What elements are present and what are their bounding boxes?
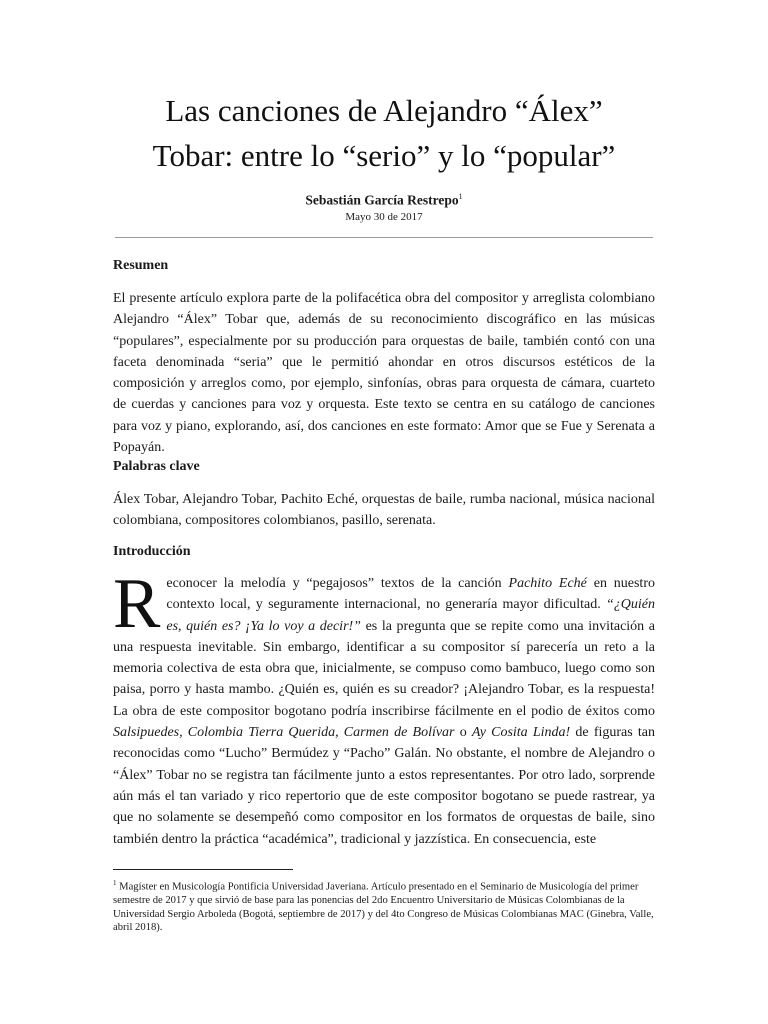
abstract-text: El presente artículo explora parte de la polifacética obra del compositor y arreglista colombiano Alejandro “Álex” Tobar que, además de su reconocimiento discográfico en las músicas “populares”, especialmente por su producción para orquestas de baile, también contó con una faceta denominada “seria” que le permitió ahondar en otros discursos estéticos de la composición y arreglos como, por ejemplo, sinfonías, obras para orquesta de cámara, cuarteto de cuerdas y canciones para voz y orquesta. Este texto se centra en su catálogo de canciones para voz y piano, explorando, así, dos canciones en este formato: Amor que se Fue y Serenata a Popayán. <box>113 291 655 456</box>
introduction-text <box>113 565 656 850</box>
keywords-text: Álex Tobar, Alejandro Tobar, Pachito Eché, orquestas de baile, rumba nacional, música nacional colombiana, compositores colombianos, pasillo, serenata. <box>113 492 655 529</box>
footnote-divider <box>113 869 293 870</box>
intro-segment: econocer la melodía y “pegajosos” textos de la canción <box>166 576 509 591</box>
footnote <box>113 877 658 935</box>
intro-segment: de figuras tan reconocidas como “Lucho” Bermúdez y “Pacho” Galán. No obstante, el nombre de Alejandro o “Álex” Tobar no se registra tan fácilmente junto a estos representantes. Por otro lado, sorprende aún más el tan variado y rico repertorio que de este compositor bogotano se puede rastrear, ya que no solamente se desempeñó como compositor en los formatos de orquestas de baile, sino también dentro la práctica “académica”, tradicional y jazzística. En consecuencia, este <box>113 725 656 847</box>
keywords-heading: Palabras clave <box>113 459 200 474</box>
intro-italic-song-2: Ay Cosita Linda! <box>471 725 571 741</box>
footnote-marker: 1 <box>113 879 117 887</box>
intro-segment: o <box>454 725 472 741</box>
footnote-text: Magíster en Musicología Pontificia Universidad Javeriana. Artículo presentado en el Seminario de Musicología del primer semestre de 2017 y que sirvió de base para las ponencias del 2do Encuentro Universitario de Músicas Colombianas de la Universidad Sergio Arboleda (Bogotá, septiembre de 2017) y del 4to Congreso de Músicas Colombianas MAC (Ginebra, Valle, abril 2018). <box>113 881 654 934</box>
title-line-2: Tobar: entre lo “serio” y lo “popular” <box>152 138 616 173</box>
footnote-ref: 1 <box>458 192 463 201</box>
intro-italic-quote: “¿Quién es, quién es? ¡Ya lo voy a decir!” <box>166 597 655 634</box>
intro-segment: es la pregunta que se repite como una invitación a una respuesta inevitable. Sin embargo, identificar a su compositor sí parecería un reto a la memoria colectiva de esta obra que, inicialmente, se compuso como bambuco, luego como son paisa, porro y hasta mambo. ¿Quién es, quién es su creador? ¡Alejandro Tobar, es la respuesta! La obra de este compositor bogotano podría inscribirse fácilmente en el podio de éxitos como <box>113 618 655 719</box>
publication-date: Mayo 30 de 2017 <box>345 211 423 223</box>
intro-segment: en nuestro contexto local, y seguramente internacional, no generaría mayor dificultad. <box>166 576 655 613</box>
intro-italic-songs: Salsipuedes, Colombia Tierra Querida, Carmen de Bolívar <box>113 725 455 741</box>
introduction-heading: Introducción <box>113 544 191 559</box>
title-line-1: Las canciones de Alejandro “Álex” <box>165 93 603 128</box>
author-name: Sebastián García Restrepo <box>305 192 459 208</box>
abstract-heading: Resumen <box>113 258 169 273</box>
author-line <box>0 192 768 209</box>
drop-cap: R <box>113 565 161 643</box>
paper-title <box>90 88 678 178</box>
title-divider <box>115 237 653 238</box>
intro-italic-song: Pachito Eché <box>508 576 587 591</box>
